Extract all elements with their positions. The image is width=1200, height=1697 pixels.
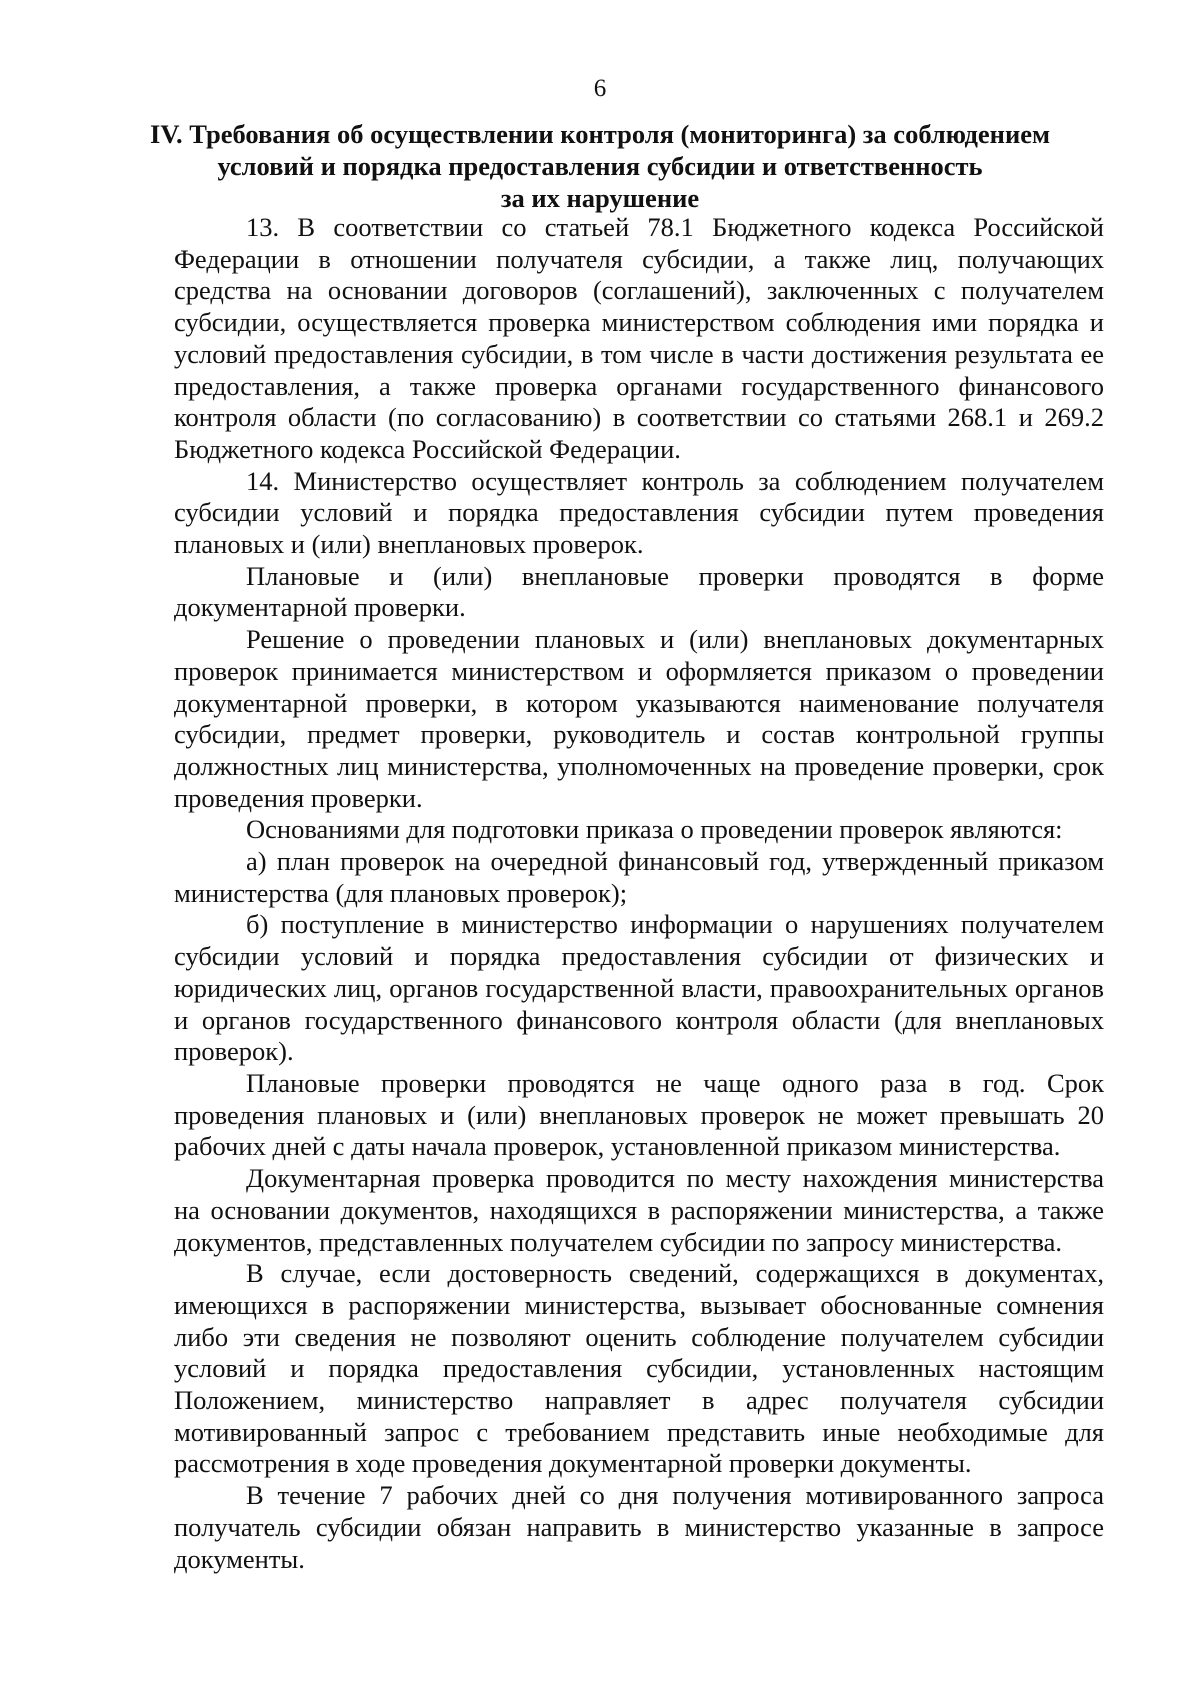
- list-item-b: б) поступление в министерство информации о нарушениях получателем субсидии условий и порядка предоставления субсидии от физических и юридических лиц, органов государственной власти, правоохранительных органов и органов государственного финансового контроля области (для внеплановых проверок).: [174, 909, 1104, 1067]
- paragraph-checks-grounds: Основаниями для подготовки приказа о проведении проверок являются:: [246, 814, 1063, 845]
- page-number: 6: [593, 75, 607, 102]
- section-heading: [150, 118, 1050, 214]
- paragraph-documentary-check: Документарная проверка проводится по месту нахождения министерства на основании документов, находящихся в распоряжении министерства, а также документов, представленных получателем субсидии по запросу министерства.: [174, 1163, 1104, 1257]
- section-heading-line-2: условий и порядка предоставления субсидии и ответственность: [217, 151, 983, 181]
- paragraph-response-deadline: В течение 7 рабочих дней со дня получения мотивированного запроса получатель субсидии обязан направить в министерство указанные в запросе документы.: [174, 1480, 1104, 1574]
- paragraph-doubt-case: В случае, если достоверность сведений, содержащихся в документах, имеющихся в распоряжении министерства, вызывает обоснованные сомнения либо эти сведения не позволяют оценить соблюдение получателем субсидии условий и порядка предоставления субсидии, установленных настоящим Положением, министерство направляет в адрес получателя субсидии мотивированный запрос с требованием представить иные необходимые для рассмотрения в ходе проведения документарной проверки документы.: [174, 1258, 1104, 1479]
- paragraph-14: 14. Министерство осуществляет контроль за соблюдением получателем субсидии условий и порядка предоставления субсидии путем проведения плановых и (или) внеплановых проверок.: [174, 465, 1104, 560]
- document-body: [174, 212, 1104, 1575]
- paragraph-checks-decision: Решение о проведении плановых и (или) внеплановых документарных проверок принимается министерством и оформляется приказом о проведении документарной проверки, в котором указываются наименование получателя субсидии, предмет проверки, руководитель и состав контрольной группы должностных лиц министерства, уполномоченных на проведение проверки, срок проведения проверки.: [174, 624, 1104, 813]
- paragraph-checks-frequency: Плановые проверки проводятся не чаще одного раза в год. Срок проведения плановых и (или) внеплановых проверок не может превышать 20 рабочих дней с даты начала проверок, установленной приказом министерства.: [174, 1067, 1104, 1162]
- section-heading-line-3: за их нарушение: [500, 183, 700, 213]
- paragraph-13: 13. В соответствии со статьей 78.1 Бюджетного кодекса Российской Федерации в отношении получателя субсидии, а также лиц, получающих средства на основании договоров (соглашений), заключенных с получателем субсидии, осуществляется проверка министерством соблюдения ими порядка и условий предоставления субсидии, в том числе в части достижения результата ее предоставления, а также проверка органами государственного финансового контроля области (по согласованию) в соответствии со статьями 268.1 и 269.2 Бюджетного кодекса Российской Федерации.: [174, 212, 1104, 464]
- section-heading-line-1: IV. Требования об осуществлении контроля (мониторинга) за соблюдением: [150, 119, 1051, 149]
- paragraph-checks-form: Плановые и (или) внеплановые проверки проводятся в форме документарной проверки.: [174, 560, 1104, 623]
- list-item-a: а) план проверок на очередной финансовый год, утвержденный приказом министерства (для плановых проверок);: [174, 846, 1104, 908]
